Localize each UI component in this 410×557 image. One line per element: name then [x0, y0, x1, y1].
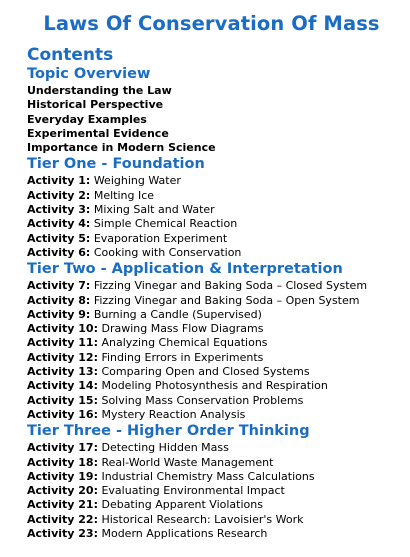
activity-label: Activity 16: [27, 407, 98, 421]
activity-item [27, 408, 396, 422]
activity-title: Modern Applications Research [101, 527, 268, 541]
activity-item [27, 394, 396, 408]
activity-label: Activity 10: [27, 322, 98, 336]
activity-item [27, 336, 396, 350]
activity-label: Activity 5: [27, 231, 91, 245]
activity-item [27, 365, 396, 379]
activity-title: Debating Apparent Violations [101, 498, 263, 512]
activity-item [27, 441, 396, 455]
section-heading: Topic Overview [27, 66, 151, 82]
activity-list [27, 441, 396, 541]
activity-label: Activity 17: [27, 441, 98, 455]
activity-title: Mixing Salt and Water [93, 203, 215, 217]
activity-title: Burning a Candle (Supervised) [93, 307, 262, 321]
activity-title: Detecting Hidden Mass [101, 441, 229, 455]
overview-item: Experimental Evidence [27, 126, 169, 140]
activity-label: Activity 4: [27, 217, 91, 231]
activity-label: Activity 22: [27, 512, 98, 526]
section-heading: Tier Two - Application & Interpretation [27, 261, 343, 278]
activity-label: Activity 15: [27, 393, 98, 407]
activity-item [27, 456, 396, 470]
activity-item [27, 308, 396, 322]
activity-title: Melting Ice [93, 188, 155, 202]
activity-item [27, 203, 396, 217]
activity-label: Activity 7: [27, 279, 91, 293]
activity-item [27, 279, 396, 293]
contents-sections [27, 65, 396, 541]
activity-label: Activity 21: [27, 498, 98, 512]
activity-label: Activity 2: [27, 188, 91, 202]
activity-title: Comparing Open and Closed Systems [101, 365, 310, 379]
activity-item [27, 246, 396, 260]
activity-label: Activity 18: [27, 455, 98, 469]
activity-label: Activity 3: [27, 203, 91, 217]
section-2 [27, 260, 396, 422]
activity-label: Activity 13: [27, 365, 98, 379]
activity-list [27, 174, 396, 260]
overview-item: Historical Perspective [27, 98, 164, 112]
activity-title: Real-World Waste Management [101, 455, 274, 469]
section-3 [27, 422, 396, 541]
overview-list [27, 84, 396, 155]
activity-list [27, 279, 396, 422]
section-heading: Tier One - Foundation [27, 156, 205, 173]
section-1 [27, 155, 396, 260]
activity-title: Evaporation Experiment [93, 231, 228, 245]
activity-item [27, 513, 396, 527]
activity-title: Mystery Reaction Analysis [101, 407, 246, 421]
activity-title: Solving Mass Conservation Problems [101, 393, 304, 407]
overview-item: Understanding the Law [27, 84, 172, 97]
activity-label: Activity 11: [27, 336, 98, 350]
activity-title: Simple Chemical Reaction [93, 217, 238, 231]
overview-item: Importance in Modern Science [27, 141, 216, 155]
activity-label: Activity 14: [27, 379, 98, 393]
activity-title: Fizzing Vinegar and Baking Soda – Open System [93, 293, 360, 307]
section-0 [27, 65, 396, 155]
activity-item [27, 527, 396, 541]
activity-label: Activity 8: [27, 293, 91, 307]
activity-label: Activity 20: [27, 484, 98, 498]
activity-label: Activity 23: [27, 527, 98, 541]
activity-title: Weighing Water [93, 174, 181, 188]
activity-label: Activity 6: [27, 245, 91, 259]
activity-title: Evaluating Environmental Impact [101, 484, 285, 498]
activity-item [27, 174, 396, 188]
activity-label: Activity 9: [27, 307, 91, 321]
activity-item [27, 189, 396, 203]
activity-item [27, 351, 396, 365]
activity-title: Fizzing Vinegar and Baking Soda – Closed System [93, 279, 368, 293]
contents-heading: Contents [27, 45, 114, 65]
activity-title: Cooking with Conservation [93, 245, 242, 259]
activity-label: Activity 19: [27, 469, 98, 483]
activity-title: Drawing Mass Flow Diagrams [101, 322, 264, 336]
activity-label: Activity 12: [27, 350, 98, 364]
activity-item [27, 322, 396, 336]
activity-title: Industrial Chemistry Mass Calculations [101, 469, 315, 483]
activity-item [27, 484, 396, 498]
document-title: Laws Of Conservation Of Mass [43, 12, 380, 35]
activity-item [27, 232, 396, 246]
section-heading: Tier Three - Higher Order Thinking [27, 423, 310, 440]
activity-item [27, 217, 396, 231]
activity-item [27, 379, 396, 393]
overview-item: Everyday Examples [27, 112, 147, 126]
activity-title: Modeling Photosynthesis and Respiration [101, 379, 328, 393]
activity-title: Finding Errors in Experiments [101, 350, 264, 364]
activity-label: Activity 1: [27, 174, 91, 188]
activity-title: Historical Research: Lavoisier's Work [101, 512, 304, 526]
activity-item [27, 294, 396, 308]
activity-item [27, 498, 396, 512]
activity-title: Analyzing Chemical Equations [101, 336, 268, 350]
activity-item [27, 470, 396, 484]
